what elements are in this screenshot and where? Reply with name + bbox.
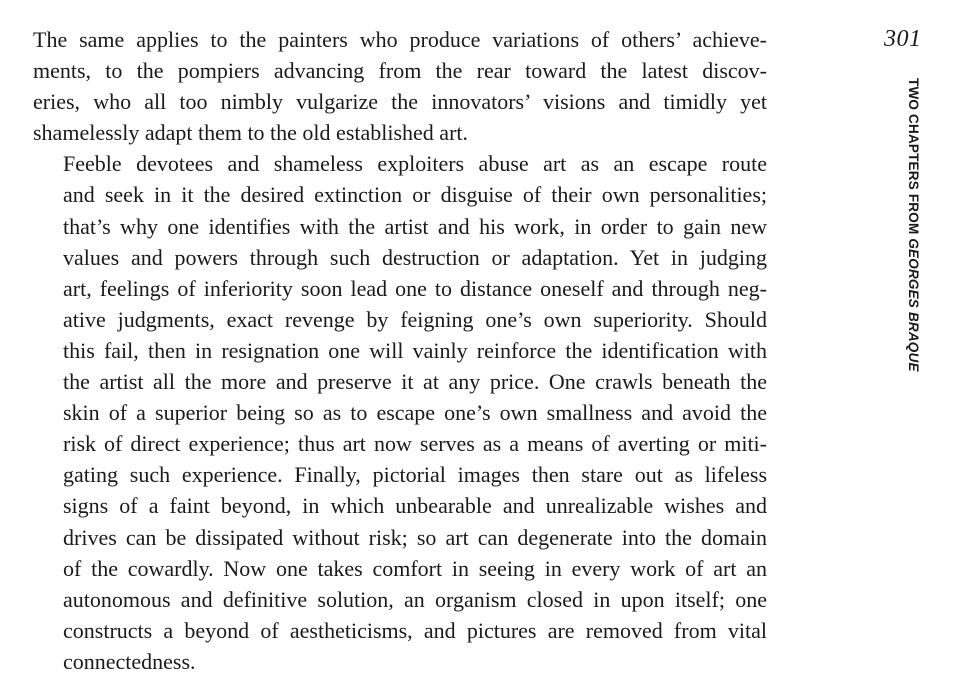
text-line: constructs a beyond of aestheticisms, and pictures are removed from vital [63,617,767,643]
text-line: and seek in it the desired extinction or disguise of their own personalities; [63,182,767,208]
text-line: autonomous and definitive solution, an organism closed in upon itself; one [63,586,767,612]
text-line: ative judgments, exact revenge by feigning one’s own superiority. Should [63,306,767,332]
text-line: eries, who all too nimbly vulgarize the innovators’ visions and timidly yet [33,89,767,115]
paragraph-1 [33,24,767,148]
text-line: Feeble devotees and shameless exploiters abuse art as an escape route [63,151,767,177]
text-line: The same applies to the painters who produce variations of others’ achieve- [33,27,767,52]
text-line: the artist all the more and preserve it at any price. One crawls beneath the [63,369,767,395]
text-line: gating such experience. Finally, pictorial images then stare out as lifeless [63,462,767,488]
page-number: 301 [884,26,922,52]
text-line: risk of direct experience; thus art now serves as a means of averting or miti- [63,431,767,457]
text-line: skin of a superior being so as to escape one’s own smallness and avoid the [63,400,767,426]
paragraph-2 [33,148,767,677]
running-head [904,78,922,372]
body-text [33,24,767,677]
text-line: this fail, then in resignation one will vainly reinforce the identification with [63,337,767,363]
text-line: art, feelings of inferiority soon lead one to distance oneself and through neg- [63,275,767,301]
text-line: ments, to the pompiers advancing from the rear toward the latest discov- [33,58,767,84]
running-head-title: GEORGES BRAQUE [906,238,921,372]
text-line: of the cowardly. Now one takes comfort in seeing in every work of art an [63,555,767,581]
text-line: drives can be dissipated without risk; so art can degenerate into the domain [63,524,767,550]
text-line: shamelessly adapt them to the old established art. [33,120,469,146]
text-line: that’s why one identifies with the artist and his work, in order to gain new [63,213,767,239]
running-head-prefix: TWO CHAPTERS FROM [906,78,921,239]
text-line: signs of a faint beyond, in which unbearable and unrealizable wishes and [63,493,767,519]
text-line: values and powers through such destruction or adaptation. Yet in judging [63,244,767,270]
text-line: connectedness. [63,648,196,674]
